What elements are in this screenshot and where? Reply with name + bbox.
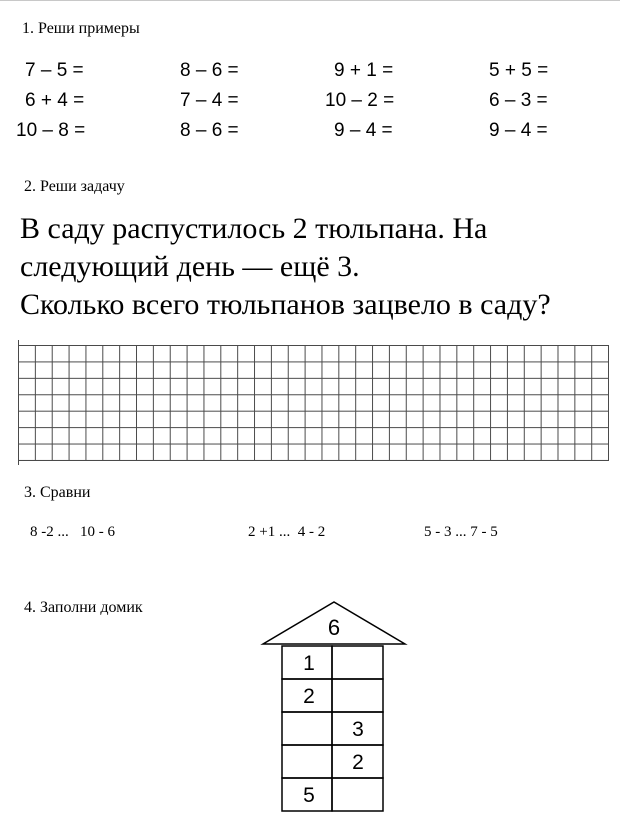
problem-line: Сколько всего тюльпанов зацвело в саду?	[20, 288, 551, 321]
example: 8 – 6 =	[180, 120, 239, 141]
house-cell[interactable]	[282, 712, 332, 745]
task2-heading: 2. Реши задачу	[24, 178, 125, 195]
comparison-item: 8 -2 ... 10 - 6	[30, 524, 115, 540]
top-border-line	[0, 0, 620, 1]
example: 7 – 4 =	[180, 90, 239, 111]
comparison-item: 5 - 3 ... 7 - 5	[424, 524, 498, 540]
example: 6 + 4 =	[25, 90, 85, 111]
task3-heading: 3. Сравни	[24, 484, 91, 501]
house-cell[interactable]	[332, 646, 383, 679]
house-cell[interactable]	[332, 778, 383, 811]
example: 8 – 6 =	[180, 60, 239, 81]
example: 5 + 5 =	[489, 60, 549, 81]
house-cell[interactable]	[332, 679, 383, 712]
comparison-item: 2 +1 ... 4 - 2	[248, 524, 326, 540]
roof-number: 6	[327, 615, 341, 640]
cell-number: 2	[352, 751, 364, 774]
cell-number: 1	[303, 652, 315, 675]
answer-grid[interactable]	[18, 345, 609, 461]
problem-line: следующий день — ещё 3.	[20, 250, 360, 283]
task1-heading: 1. Реши примеры	[22, 20, 140, 37]
grid-edge	[18, 340, 19, 465]
house-cells[interactable]	[282, 646, 383, 811]
cell-number: 5	[303, 784, 315, 807]
example: 10 – 2 =	[325, 90, 395, 111]
example: 9 – 4 =	[489, 120, 548, 141]
cell-number: 2	[303, 685, 315, 708]
number-house	[255, 595, 415, 815]
task4-heading: 4. Заполни домик	[24, 599, 143, 616]
house-cell[interactable]	[282, 745, 332, 778]
word-problem-text	[20, 210, 610, 324]
problem-line: В саду распустилось 2 тюльпана. На	[20, 212, 488, 245]
example: 7 – 5 =	[25, 60, 84, 81]
example: 9 – 4 =	[334, 120, 393, 141]
example: 10 – 8 =	[16, 120, 86, 141]
example: 6 – 3 =	[489, 90, 548, 111]
cell-number: 3	[352, 718, 364, 741]
example: 9 + 1 =	[334, 60, 394, 81]
